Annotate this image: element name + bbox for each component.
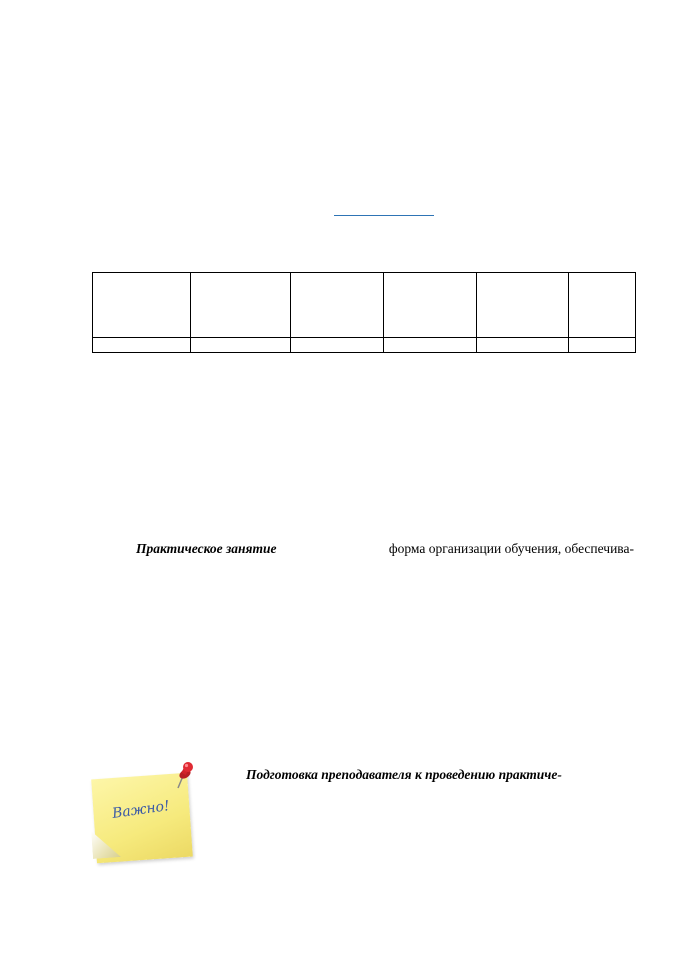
paragraph-practical-lesson <box>136 541 634 557</box>
empty-table <box>92 272 636 353</box>
important-sticky-note <box>88 768 194 860</box>
table-cell <box>93 273 191 338</box>
table-cell <box>477 338 569 353</box>
table-cell <box>191 273 291 338</box>
sticky-note-label: Важно! <box>111 798 171 822</box>
table-cell <box>291 338 384 353</box>
table-cell <box>569 273 636 338</box>
hyperlink-underline[interactable] <box>334 215 434 216</box>
paragraph-teacher-preparation: Подготовка преподавателя к проведению практиче- <box>246 767 562 782</box>
pushpin-icon <box>170 762 194 792</box>
table-header-row <box>93 273 636 338</box>
table-cell <box>384 273 477 338</box>
term-practical-lesson: Практическое занятие <box>136 541 277 556</box>
definition-text: форма организации обучения, обеспечива- <box>388 541 634 556</box>
table-cell <box>569 338 636 353</box>
table-cell <box>384 338 477 353</box>
table-row <box>93 338 636 353</box>
table-cell <box>477 273 569 338</box>
table-cell <box>191 338 291 353</box>
table-cell <box>93 338 191 353</box>
table-cell <box>291 273 384 338</box>
